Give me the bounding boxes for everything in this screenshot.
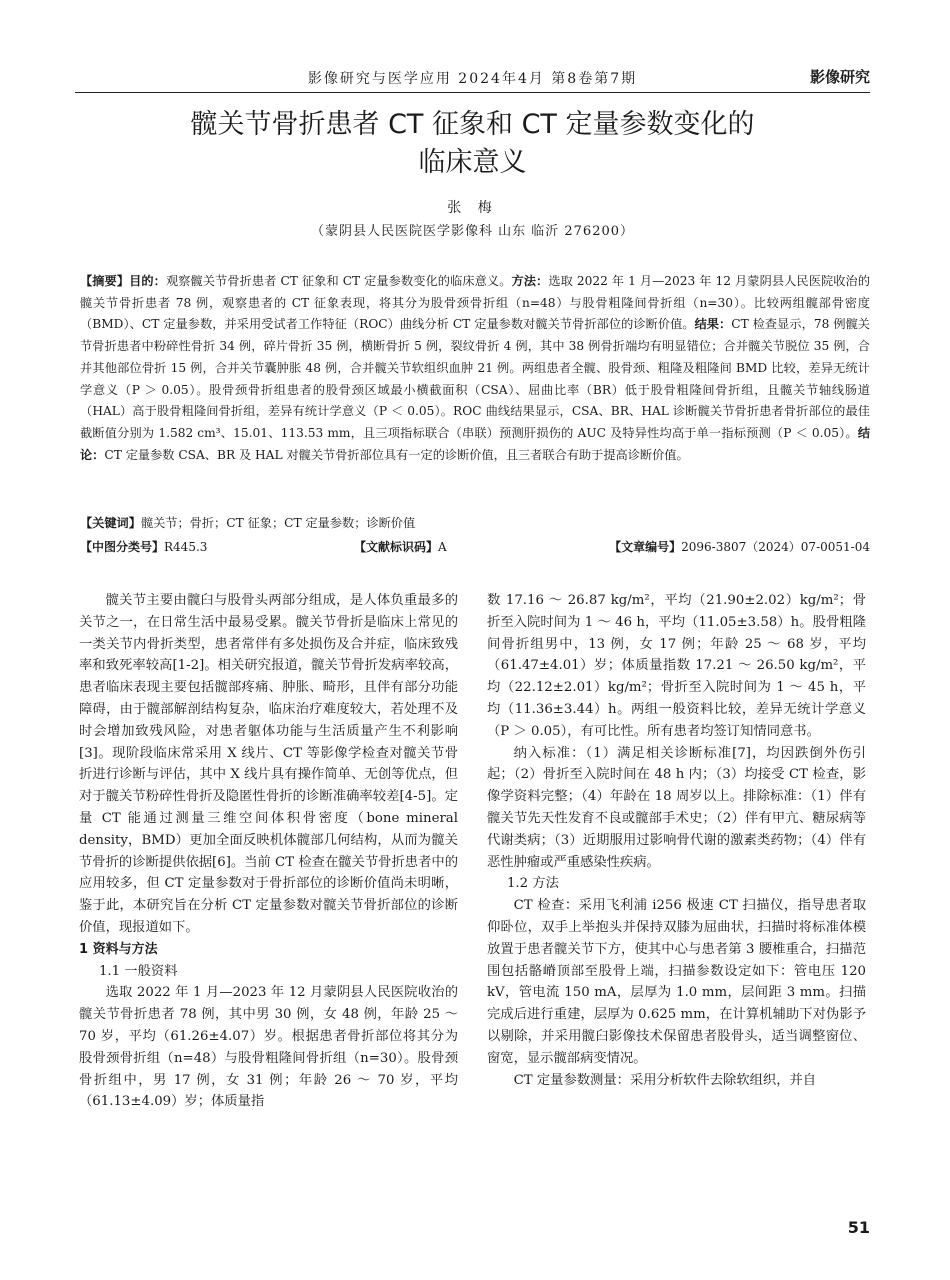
ct-quant-paragraph: CT 定量参数测量：采用分析软件去除软组织，并自 [513,1072,817,1088]
intro-paragraph: 髋关节主要由髋臼与股骨头两部分组成，是人体负重最多的关节之一，在日常生活中最易受累。髋关节骨折是临床上常见的一类关节内骨折类型，患者常伴有多处损伤及合并症，临床致残率和致死率较高[1-2]。相关研究报道，髋关节骨折发病率较高，患者临床表现主要包括髋部疼痛、肿胀、畸形，且伴有部分功能障碍，由于髋部解剖结构复杂，临床治疗难度较大，若处理不及时会增加致残风险，对患者躯体功能与生活质量产生不利影响[3]。现阶段临床常采用 X 线片、CT 等影像学检查对髋关节骨折进行诊断与评估，其中 X 线片具有操作简单、无创等优点，但对于髋关节粉碎性骨折及隐匿性骨折的诊断准确率较差[4-5]。定量 CT 能通过测量三维空间体积骨密度（bone mineral density，BMD）更加全面反映机体髋部几何结构，从而为髋关节骨折的诊断提供依据[6]。当前 CT 检查在髋关节骨折患者中的应用较多，但 CT 定量参数对于骨折部位的诊断价值尚未明晰，鉴于此，本研究旨在分析 CT 定量参数对髋关节骨折部位的诊断价值，现报道如下。 [79,593,458,935]
abstract-label: 【摘要】 [80,274,130,288]
body-column-left [79,590,458,1113]
subsection-heading-1-2: 1.2 方法 [506,876,559,892]
title-line-2: 临床意义 [418,147,527,178]
criteria-paragraph: 纳入标准：（1）满足相关诊断标准[7]，均因跌倒外伤引起；（2）骨折至入院时间在 48 h 内；（3）均接受 CT 检查，影像学资料完整；（4）年龄在 18 周岁以上。排除标准：（1）伴有髋关节先天性发育不良或髋部手术史；（2）伴有甲亢、糖尿病等代谢类病；（3）近期服用过影响骨代谢的激素类药物；（4）伴有恶性肿瘤或严重感染性疾病。 [487,745,866,870]
general-data-continued: 数 17.16 ～ 26.87 kg/m²，平均（21.90±2.02）kg/m²；骨折至入院时间为 1 ～ 46 h，平均（11.05±3.58）h。股骨粗隆间骨折组男中，13 例，女 17 例；年龄 25 ～ 68 岁，平均（61.47±4.01）岁；体质量指数 17.21 ～ 26.50 kg/m²，平均（22.12±2.01）kg/m²；骨折至入院时间为 1 ～ 45 h，平均（11.36±3.44）h。两组一般资料比较，差异无统计学意义（P ＞ 0.05），有可比性。所有患者均签订知情同意书。 [487,593,866,739]
classification-line [80,537,870,557]
art-block [609,537,870,557]
doc-block [354,537,447,557]
page-number: 51 [847,1218,870,1237]
section-heading-1: 1 资料与方法 [79,941,158,957]
article-title [75,106,870,182]
keywords-text: 髋关节；骨折；CT 征象；CT 定量参数；诊断价值 [140,516,416,530]
art-value: 2096-3807（2024）07-0051-04 [681,540,870,554]
objective-text: 观察髋关节骨折患者 CT 征象和 CT 定量参数变化的临床意义。 [165,274,512,288]
header-rule [75,92,870,93]
doc-label: 【文献标识码】 [354,540,439,554]
methods-text: 选取 2022 年 1 月—2023 年 12 月蒙阴县人民医院收治的髋关节骨折患者 78 例，观察患者的 CT 征象表现，将其分为股骨颈骨折组（n=48）与股骨粗隆间骨折组（n=30）。比较两组髋部骨密度（BMD）、CT 定量参数，并采用受试者工作特征（ROC）曲线分析 CT 定量参数对髋关节骨折部位的诊断价值。 [80,274,871,332]
author: 张 梅 [447,200,498,216]
title-line-1: 髋关节骨折患者 CT 征象和 CT 定量参数变化的 [190,109,755,140]
clc-value: R445.3 [164,540,208,554]
journal-info: 影像研究与医学应用 2024年4月 第8卷第7期 [307,71,638,87]
running-header [75,66,870,92]
body-column-right [487,590,866,1091]
subsection-heading-1-1: 1.1 一般资料 [98,963,178,979]
ct-exam-paragraph: CT 检查：采用飞利浦 i256 极速 CT 扫描仪，指导患者取仰卧位，双手上举抱头并保持双膝为屈曲状，扫描时将标准体模放置于患者髋关节下方，使其中心与患者第 3 腰椎重合，扫描范围包括骼嵴顶部至股骨上端，扫描参数设定如下：管电压 120 kV，管电流 150 mA，层厚为 1.0 mm，层间距 3 mm。扫描完成后进行重建，层厚为 0.625 mm，在计算机辅助下对伪影予以剔除，并采用髋臼影像技术保留患者股骨头，适当调整窗位、窗宽，显示髋部病变情况。 [487,898,866,1066]
conclusion-lead: 结论： [80,425,870,462]
keywords-label: 【关键词】 [80,516,141,530]
doc-value: A [438,540,447,554]
conclusion-text: CT 定量参数 CSA、BR 及 HAL 对髋关节骨折部位具有一定的诊断价值，且三者联合有助于提高诊断价值。 [104,447,689,462]
clc-label: 【中图分类号】 [80,540,165,554]
results-lead: 结果： [694,317,732,332]
abstract [80,271,870,466]
art-label: 【文章编号】 [609,540,682,554]
clc-block [80,540,207,554]
methods-lead: 方法： [511,274,549,288]
general-data-paragraph: 选取 2022 年 1 月—2023 年 12 月蒙阴县人民医院收治的髋关节骨折患者 78 例，其中男 30 例，女 48 例，年龄 25 ～ 70 岁，平均（61.26±4.07）岁。根据患者骨折部位将其分为股骨颈骨折组（n=48）与股骨粗隆间骨折组（n=30）。股骨颈骨折组中，男 17 例，女 31 例；年龄 26 ～ 70 岁，平均（61.13±4.09）岁；体质量指 [79,985,458,1110]
journal-brand: 影像研究 [809,68,870,86]
keywords [80,513,870,533]
affiliation: （蒙阴县人民医院医学影像科 山东 临沂 276200） [310,224,635,239]
results-text: CT 检查显示，78 例髋关节骨折患者中粉碎性骨折 34 例，碎片骨折 35 例，横断骨折 5 例，裂纹骨折 4 例，其中 38 例骨折端均有明显错位；合并髋关节脱位 35 例，合并其他部位骨折 15 例，合并关节囊肿胀 48 例，合并髋关节软组织血肿 21 例。两组患者全髋、股骨颈、粗隆及粗隆间 BMD 比较，差异无统计学意义（P ＞ 0.05）。股骨颈骨折组患者的股骨颈区域最小横截面积（CSA）、屈曲比率（BR）低于股骨粗隆间骨折组，且髋关节轴线肠道（HAL）高于股骨粗隆间骨折组，差异有统计学意义（P ＜ 0.05）。ROC 曲线结果显示，CSA、BR、HAL 诊断髋关节骨折患者骨折部位的最佳截断值分别为 1.582 cm³、15.01、113.53 mm，且三项指标联合（串联）预测肝损伤的 AUC 及特异性均高于单一指标预测（P ＜ 0.05）。 [80,317,870,440]
objective-lead: 目的： [129,274,166,288]
